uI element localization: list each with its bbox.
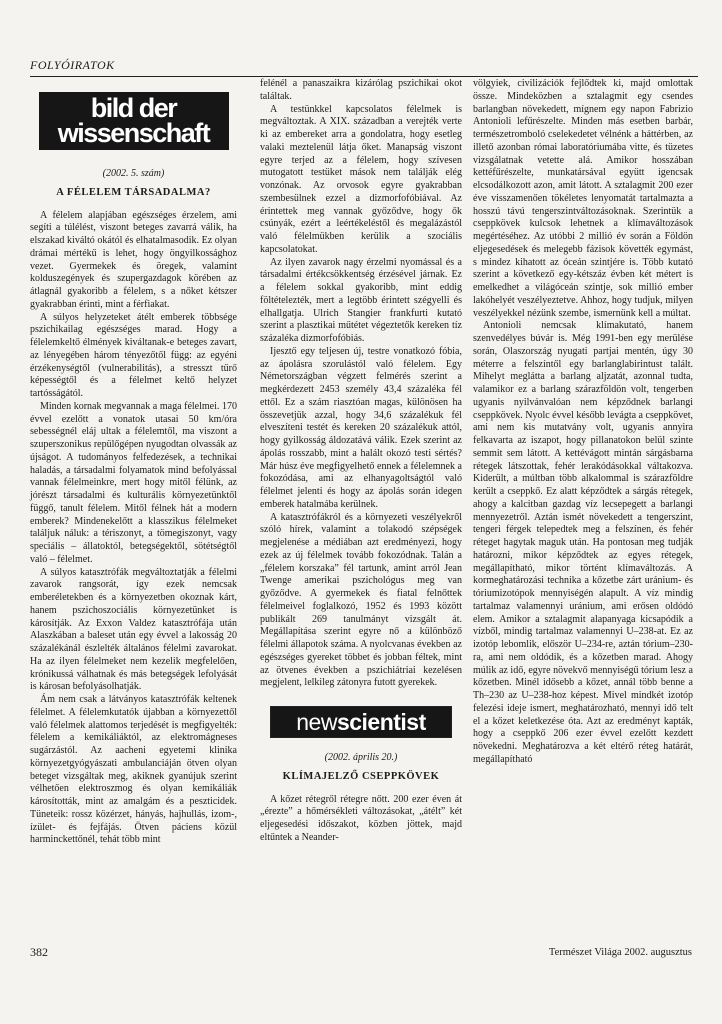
header-rule (30, 76, 698, 77)
section-header: FOLYÓIRATOK (30, 58, 115, 72)
bild-der-wissenschaft-logo (39, 92, 229, 150)
column-2 (260, 78, 462, 845)
paragraph: völgyiek, civilizációk fejlődtek ki, majd omlottak össze. Mindeközben a sztalagmit egy csendes barlangban növekedett, mígnem egy napon Fabrizio Antonioli lefűrészelte. Minden más esetben barbár, természetromboló cselekedetet vélnénk a háttérben, az illető azonban római laboratóriumába vitte, és tüzetes vizsgálatnak vetette alá. Amikor hosszában kettéfűrészelte, munkatársával együtt igencsak elcsodálkozott azon, amit látott. A sztalagmit 200 ezer éve visszamenően tökéletes lenyomatát tartalmazta a hosszú távú tengerszintváltozásoknak. Szerintük a cseppkövek kulcsok lehetnek a klímaváltozások megértéséhez. Az utóbbi 2 millió év során a Földön eljegesedések és melegebb fázisok követték egymást, s mindez kihatott az óceán szintjére is. Több kutató szerint a következő egy-kétszáz évben két métert is emelkedhet a világóceán szintje, sok millió ember lakóhelyét veszélyeztetve. Ahhoz, hogy tudjuk, milyen veszélyekkel nézünk szembe, ismernünk kell a múltat. (473, 78, 693, 319)
logo-scientist: scientist (336, 708, 426, 735)
newsci-issue: (2002. április 20.) (324, 752, 398, 763)
paragraph: Ijesztő egy teljesen új, testre vonatkozó fóbia, az ápolásra szorulástól való félelem. Egy Németországban végzett felmérés szerint a megkérdezett 2453 személy 43,4 százaléka fél ettől. Ez a szám riasztóan magas, különösen ha összevetjük azzal, hogy 34,6 százalékuk fél elveszíteni testét és kereken 20 százalékuk attól, hogy gyilkosság áldozatává válik. Ezek szerint az ápolás rosszabb, mint a halált okozó testi sértés? Már húsz éve megfigyelhető ennek a félelemnek a fokozódása, ami az elhanyagoltságtól való félelmet jelenti és hogy az ápolás során idegen emberek hatalmába kerülnek. (260, 345, 462, 510)
paragraph: A kőzet rétegről rétegre nőtt. 200 ezer éven át „érezte” a hőmérsékleti változásokat, „átélt” két eljegesedési időszakot, közben jöttek, majd eltűntek a Neander- (260, 793, 462, 843)
column-1 (30, 84, 237, 847)
journal-footer: Természet Világa 2002. augusztus (548, 947, 692, 958)
paragraph: A félelem alapjában egészséges érzelem, ami segíti a túlélést, viszont beteges zavarrá válik, ha elszakad kiváltó okától és elhatalmasodik. Ez olyan drámai mértékű is lehet, hogy öngyilkossághoz vezet. Gyermekek és öregek, valamint kolduszegények és szupergazdagok körében az átlagnál gyakoribb a félelem, s a nőket kétszer gyakrabban érinti, mint a férfiakat. (30, 209, 237, 310)
new-scientist-logo (270, 706, 452, 738)
logo-new: new (296, 708, 337, 735)
logo-line-1: bild der (90, 93, 177, 123)
bild-article-title: A FÉLELEM TÁRSADALMA? (56, 186, 211, 198)
paragraph: Antonioli nemcsak klímakutató, hanem szenvedélyes búvár is. Még 1991-ben egy merülése során, Olaszország nyugati partjai mentén, úgy 30 méterre a felszíntől egy barlanglabirintust talált. Mihelyt meglátta a barlang aljzatát, azonnal tudta, valamikor ez a barlang szárazföldön volt, tengerben ugyanis nyilvánvalóan nem képződnek barlangi cseppkövek. Nyolc évvel később levágta a cseppkövet, ami nem kis mutatvány volt, ugyanis annyira felkavarta az iszapot, hogy pillanatokon belül szinte semmit sem látott. A kettévágott mintán sárgásbarna rétegek látszottak, fehér lerakódásokkal váltakozva. Kiderült, a múltban több alkalommal is szárazföldre került a cseppkő. Ez alatt képződtek a sárgás rétegek, ahogy a kalcitban gazdag víz lecsepegett a barlangi mennyezetről. Aztán ismét növekedett a tengerszint, tengeri férgek telepedtek meg a felszínen, és fehér réteget hagytak maguk után. Ha pontosan meg tudják határozni, mikor képződtek az egyes rétegek, megállapítható, mikor történt klímaváltozás. A kormeghatározási technika a kőzetbe zárt uránium- és tóriumizotópok mennyiségén alapult. A víz mindig tartalmaz valamennyi uránium, ami erősen oldódó elem. Amikor a sztalagmit alapanyaga kicsapódik a vízből, mindig tartalmaz valamennyi U–238-at. Ez az izotóp lebomlik, először U–234-re, aztán tórium–230-ra, ami nem oldódik, és a kőzetben marad. Ahogy múlik az idő, egyre növekvő mennyiségű tórium lesz a kőzetben. Minél idősebb a kőzet, annál több benne a Th–230 az U–238-hoz képest. Mivel mindkét izotóp felezési ideje ismert, meghatározható, mennyi idő telt el a kőzet keletkezése óta. Azt az eredményt kapták, hogy a cseppkő 206 ezer évvel ezelőtt kezdett növekedni. Meghatározva a két eltérő réteg határát, megállapítható (473, 320, 693, 765)
paragraph: A súlyos katasztrófák megváltoztatják a félelmi zavarok rangsorát, így ezek nemcsak emberéletekben és a környezetben okoznak kárt, hanem pszichoszociális környezetünket is károsítják. Az Exxon Valdez katasztrófája után Alaszkában a baleset után egy évvel a lakosság 20 százalékánál észlelték általános félelmi zavarokat. Ha az ilyen félelmeket nem kezelik megfelelően, krónikussá válhatnak és más betegségek lefolyását is károsan befolyásolhatják. (30, 566, 237, 693)
column-3 (473, 78, 693, 767)
paragraph: Minden kornak megvannak a maga félelmei. 170 évvel ezelőtt a vonatok utasai 50 km/óra sebességnél eláj ultak a félelemtől, ma viszont a szuperszonikus repülőgépen nyugodtan olvassák az újságot. A tudományos felfedezések, a technikai haladás, a társadalmi folyamatok mind befolyással vannak félelmeinkre, mert hogy mitől félünk, az jórészt társadalmi és kulturális környezetünktől függő, tanult félelem. Mitől félnek hát a modern emberek? Mindenekelőtt a klasszikus félelmeket találjuk náluk: a tériszonyt, a tömegiszonyt, vagy speciális – állatoktól, betegségektől, sötétségtől való – félelmet. (30, 400, 237, 565)
bild-issue: (2002. 5. szám) (102, 168, 165, 179)
page-number: 382 (30, 945, 48, 959)
newsci-article-title: KLÍMAJELZŐ CSEPPKÖVEK (282, 770, 440, 782)
paragraph: A súlyos helyzeteket átélt emberek többsége pszichikailag egészséges marad. Hogy a félelemkeltő élmények kiváltanak-e beteges zavart, az lényegében három tényezőtől függ: az egyéni érzékenységtől (vulnerabilitás), a stresszt tűrő képességtől és a félelmet keltő helyzet tartósságától. (30, 311, 237, 399)
paragraph: felénél a panaszaikra kizárólag pszichikai okot találtak. (260, 78, 462, 102)
paragraph: Az ilyen zavarok nagy érzelmi nyomással és a társadalmi értékcsökkentség érzésével járnak. Ez a félelem sokkal gyakoribb, mint eddig föltételezték, mert a legtöbb érintett szégyelli és elhallgatja. Ulrich Stangier frankfurti kutató szerint a plasztikai műtétet végeztetők kereken tíz százaléka dizmorfofóbiás. (260, 256, 462, 344)
paragraph: A testünkkel kapcsolatos félelmek is megváltoztak. A XIX. században a verejték verte ki az embereket arra a gondolatra, hogy esetleg valaki meztelenül látja őket. Manapság viszont egyre terjed az a félelem, hogy szívesen mutogatott testüket mások nem találják elég vonzónak. Az orvosok egyre gyakrabban szembesülnek ezzel a dizmorfofóbiával. Az érintettek meg vannak győződve, hogy ők csúnyák, ezért a leértékeléstől és megalázástól való félelmükben kerülik a szociális kapcsolatokat. (260, 103, 462, 255)
paragraph: Ám nem csak a látványos katasztrófák keltenek félelmet. A félelemkutatók újabban a környezettől való félelmek alattomos terjedését is megfigyelték: félelem a kemikáliáktól, az elektromágneses sugárzástól. Az aacheni egyetemi klinika környezetgyógyászati ambulanciáján ötven olyan beteget vizsgáltak meg, akiknek gyanújuk szerint vélhetően elektroszmog és olyan kemikáliák károsították, mint az amalgám és a peszticidek. Tüneteik: rossz közérzet, hányás, hajhullás, izom-, ízület- és fejfájás. Ötven páciens közül harminckettőnél, tehát több mint (30, 694, 237, 846)
logo-line-2: wissenschaft (57, 118, 210, 148)
paragraph: A katasztrófákról és a környezeti veszélyekről szóló hírek, valamint a tolakodó szépségek megjelenése a médiában azt eredményezi, hogy ezek az új félelmek tovább fokozódnak. Talán a „félelem korszaka” fél tartunk, amint arról Jean Twenge amerikai pszichológus meg van győződve. A gyermekek és fiatal felnőttek félelmeivel foglalkozó, 1952 és 1993 között publikált 269 tanulmányt vizsgált át. Megállapítása szerint egyre nő a különböző félelmi állapotok száma. A nyolcvanas években az egészséges gyereket többet és jobban féltek, mint az ötvenes években a pszichiátriai kezelésen megjelent, lelkileg zátonyra futott gyerekek. (260, 511, 462, 689)
